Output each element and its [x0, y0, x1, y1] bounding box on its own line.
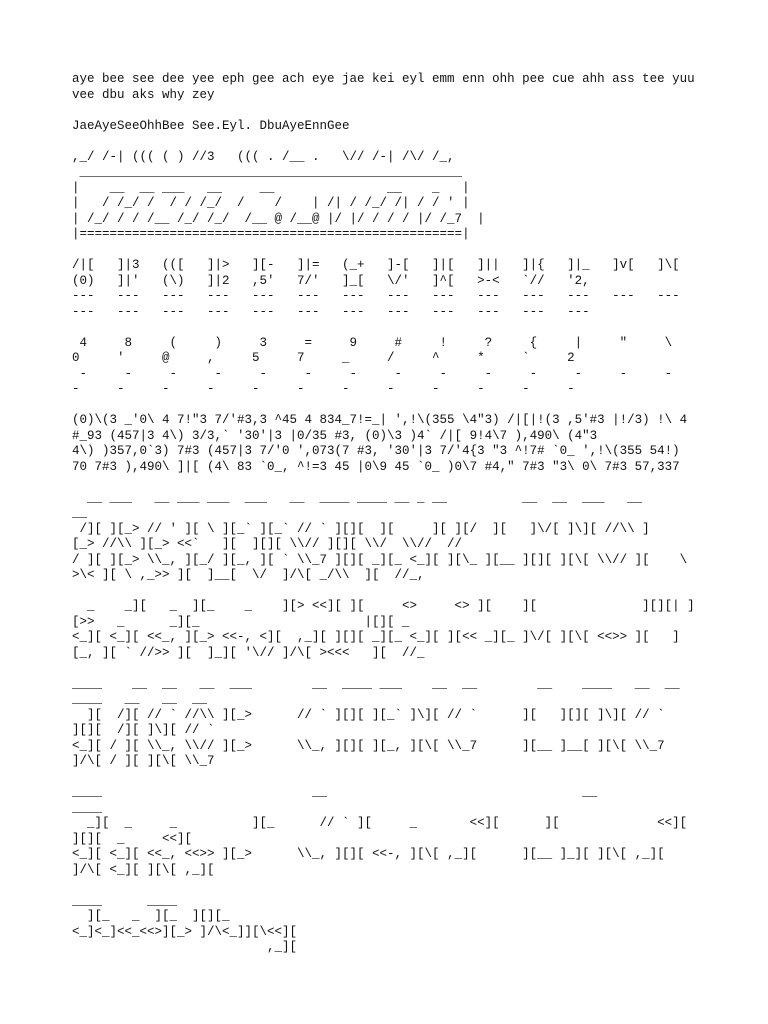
credit-line: JaeAyeSeeOhhBee See.Eyl. DbuAyeEnnGee	[72, 118, 350, 133]
ascii-block-d: ____ __ __ ____ _][ _ _ ][_ // ` ][ _ <<][ ][ <<][ ][][ _ <<][ <_][ <_][ <<_, <<>> ][_> \\_, ][][ <<-, ][\[ ,_][ ][__ ]_][ ][\[ ,_][ ]/\[ <_][ ][\[ ,_][	[72, 785, 688, 877]
ascii-block-a: __ ___ __ ___ ___ ___ __ ____ ____ __ _ __ __ __ ___ __ __ /][ ][_> // ' ][ \ ][_` ][_` // ` ][][ ][ ][ ][/ ][ ]\/[ ]\][ //\\ ] [_> //\\ ][_> <<` ][ ][][ \\// ][][ \\/ \\// // / ][ ][_> \\_, ][_/ ][_, ][ ` \\_7 ][][ _][_ <_][ ][\_ ][__ ][][ ][\[ \\// ][ \ >\< ][ \ ,_>> ][ ]__[ \/ ]/\[ _/\\ ][ //_,	[72, 490, 688, 582]
ascii-block-e: ____ ____ ][_ _ ][_ ][][_ <_]<_]<<_<<>][_> ]/\<_]][\<<][ ,_][	[72, 893, 298, 954]
encoded-paragraph: (0)\(3 _'0\ 4 7!"3 7/'#3,3 ^45 4 834_7!=_| ',!\(355 \4"3) /|[|!(3 ,5'#3 |!/3) !\ 4 #_93 (457|3 4\) 3/3,` '30'|3 |0/35 #3, (0)\3 )4` /|[ 9!4\7 ),490\ (4"3 4\) )357,0`3) 7#3 (457|3 7/'0 ',073(7 #3, '30'|3 7/'4{3 "3 ^!7# `0_ ',!\(355 54!) 70 7#3 ),490\ ]|[ (4\ 83 `0_, ^!=3 45 |0\9 45 `0_ )0\7 #4," 7#3 "3\ 0\ 7#3 57,337	[72, 413, 688, 474]
intro-line-2: vee dbu aks why zey	[72, 87, 215, 102]
ascii-block-c: ____ __ __ __ ___ __ ____ ___ __ __ __ ____ __ __ ____ __ __ __ ][ /][ // ` //\\ ][_> // ` ][][ ][_` ]\][ // ` ][ ][][ ]\][ // ` ][][ /][ ]\][ // ` <_][ / ][ \\_, \\// ][_> \\_, ][][ ][_, ][\[ \\_7 ][__ ]__[ ][\[ \\_7 ]/\[ / ][ ][\[ \\_7	[72, 676, 680, 768]
ascii-banner: ___________________________________________________ | __ __ ___ __ __ __ _ | | / /_/ / / / /_/ / / | /| / /_/ /| / / ' | | /_/ / / /__ /_/ /_/ /__ @ /__@ |/ |/ / / / |/ /_7 | |===================================================|	[72, 165, 485, 241]
intro-line-1: aye bee see dee yee eph gee ach eye jae kei eyl emm enn ohh pee cue ahh ass tee yuu	[72, 72, 695, 86]
ascii-art-document	[72, 72, 728, 956]
symbols-block: 4 8 ( ) 3 = 9 # ! ? { | " \ 0 ' @ , 5 7 _ / ^ * ` 2 - - - - - - - - - - - - - - - - - - - - - - - - - -	[72, 335, 673, 396]
alphabet-block: /|[ ]|3 (([ ]|> ][- ]|= (_+ ]-[ ]|[ ]|| ]|{ ]|_ ]v[ ]\[ (0) ]|' (\) ]|2 ,5' 7/' ]_[ \/' ]^[ >-< `// '2, --- --- --- --- --- --- --- --- --- --- --- --- --- --- --- --- --- --- --- --- --- --- --- --- --- ---	[72, 258, 680, 319]
title-line: ,_/ /-| ((( ( ) //3 ((( . /__ . \// /-| /\/ /_,	[72, 149, 455, 164]
ascii-block-b: _ _][ _ ][_ _ ][> <<][ ][ <> <> ][ ][ ][][| ] [>> _ _][_ |[][ _ <_][ <_][ <<_, ][_> <<-, <][ ,_][ ][][ _][_ <_][ ][<< _][_ ]\/[ ][\[ <<>> ][ ] [_, ][ ` //>> ][ ]_][ '\// ]/\[ ><<< ][ //_	[72, 599, 695, 660]
